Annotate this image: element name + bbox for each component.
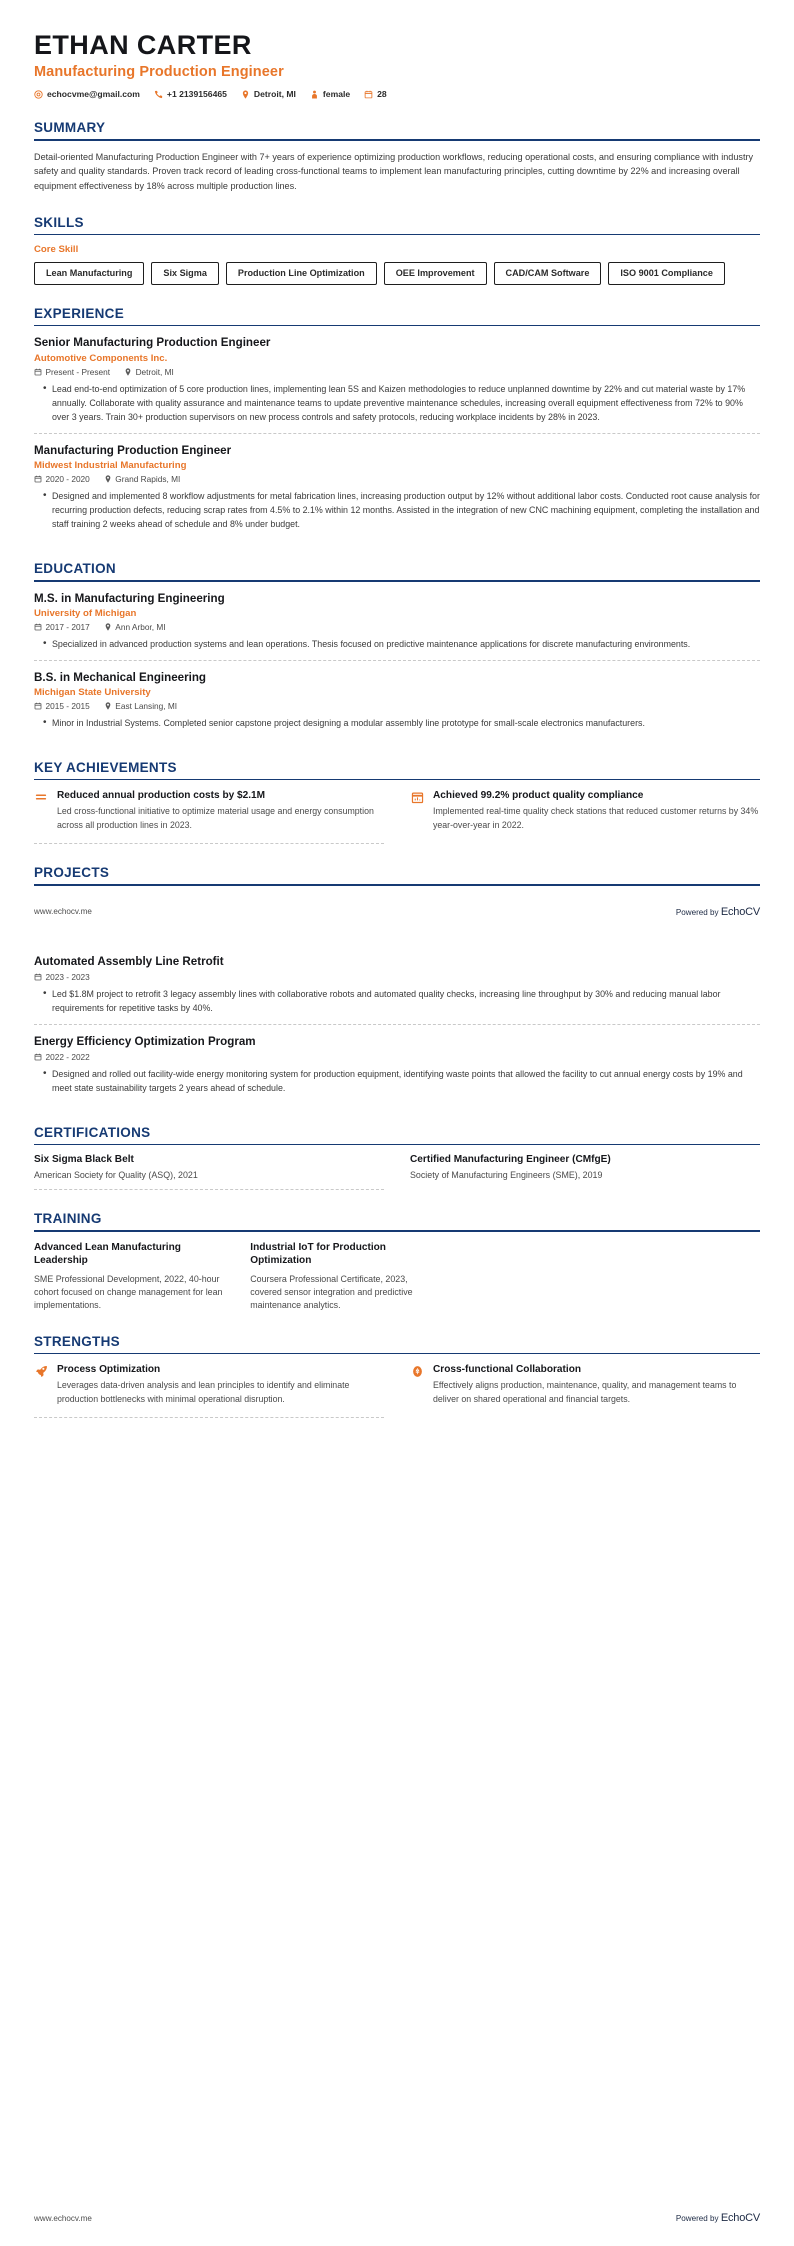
footer-brand-name: EchoCV <box>720 2212 760 2224</box>
contact-phone-text: +1 2139156465 <box>166 89 227 100</box>
project-bullet: • Led $1.8M project to retrofit 3 legacy assembly lines with collaborative robots and automated quality checks, increasing line throughput by 30% and reducing manual labor requirements for repetitive tasks by 40%. <box>45 987 760 1015</box>
location-pin-icon <box>104 702 112 710</box>
certification-issuer: American Society for Quality (ASQ), 2021 <box>34 1170 198 1181</box>
footer-powered-by: Powered by <box>675 2214 721 2223</box>
section-skills <box>34 215 760 285</box>
project-bullet: • Designed and rolled out facility-wide energy monitoring system for production equipment, identifying waste points that allowed the facility to cut annual energy costs by 19% and meet state sustainability targets 2 years ahead of schedule. <box>45 1067 760 1095</box>
strength-title: Process Optimization <box>57 1364 161 1376</box>
calendar-icon <box>34 368 42 376</box>
calendar-icon <box>34 973 42 981</box>
skills-heading: SKILLS <box>34 214 84 230</box>
degree-dates-text: 2017 - 2017 <box>45 621 90 632</box>
resume-header <box>34 0 760 99</box>
page-footer-middle <box>34 906 760 918</box>
entry-meta <box>34 367 760 377</box>
school-location-text: Ann Arbor, MI <box>115 621 166 632</box>
degree-title: M.S. in Manufacturing Engineering <box>34 591 225 605</box>
footer-brand-name: EchoCV <box>720 905 760 918</box>
section-certifications <box>34 1125 760 1191</box>
calendar-icon <box>34 623 42 631</box>
calendar-chart-icon <box>410 790 424 804</box>
skill-chip-list <box>34 262 760 284</box>
contact-age <box>364 89 387 99</box>
candidate-role: Manufacturing Production Engineer <box>34 64 284 81</box>
training-grid <box>34 1241 441 1313</box>
job-title: Senior Manufacturing Production Engineer <box>34 336 271 350</box>
company-name: Midwest Industrial Manufacturing <box>34 459 187 471</box>
contact-location-text: Detroit, MI <box>253 89 296 100</box>
training-title: Industrial IoT for Production Optimization <box>250 1242 386 1267</box>
footer-website[interactable]: www.echocv.me <box>34 907 92 917</box>
calendar-icon <box>34 1053 42 1061</box>
project-entry <box>34 1024 760 1104</box>
achievement-desc: Implemented real-time quality check stations that reduced customer returns by 34% year-over-year in 2022. <box>433 806 759 831</box>
contact-phone[interactable] <box>154 89 227 99</box>
calendar-icon <box>34 702 42 710</box>
contact-age-text: 28 <box>377 89 387 100</box>
projects-body <box>34 928 760 1104</box>
job-dates <box>34 474 90 484</box>
job-location-text: Detroit, MI <box>135 366 174 377</box>
strength-item <box>34 1363 384 1418</box>
currency-badge-icon <box>410 1364 424 1378</box>
section-divider <box>34 884 760 886</box>
phone-icon <box>154 90 163 99</box>
training-item <box>34 1241 224 1313</box>
section-summary <box>34 120 760 194</box>
education-entry <box>34 591 760 660</box>
location-pin-icon <box>104 475 112 483</box>
training-desc: Coursera Professional Certificate, 2023, covered sensor integration and predictive maintenance analytics. <box>250 1273 413 1311</box>
key-achievements-heading: KEY ACHIEVEMENTS <box>34 759 177 775</box>
equals-icon <box>34 790 48 804</box>
project-title: Energy Efficiency Optimization Program <box>34 1034 256 1048</box>
contact-gender-text: female <box>322 89 351 100</box>
skill-chip: ISO 9001 Compliance <box>608 262 725 284</box>
strength-column-left <box>34 1363 384 1418</box>
skill-chip: OEE Improvement <box>384 262 487 284</box>
training-item <box>250 1241 440 1313</box>
skill-chip: Production Line Optimization <box>226 262 377 284</box>
certification-title: Six Sigma Black Belt <box>34 1154 134 1166</box>
section-training <box>34 1211 760 1312</box>
project-dates-text: 2023 - 2023 <box>45 971 90 982</box>
page-whitespace <box>34 1418 760 1888</box>
section-experience <box>34 306 760 540</box>
location-pin-icon <box>104 623 112 631</box>
job-location-text: Grand Rapids, MI <box>115 473 181 484</box>
degree-dates <box>34 622 90 632</box>
entry-meta <box>34 1052 760 1062</box>
experience-entry <box>34 335 760 432</box>
location-pin-icon <box>241 90 250 99</box>
contact-email-text: echocvme@gmail.com <box>47 89 140 100</box>
certification-column-left <box>34 1154 384 1190</box>
email-icon <box>34 90 43 99</box>
calendar-icon <box>364 90 373 99</box>
degree-bullets <box>34 637 760 651</box>
achievement-item <box>34 789 384 844</box>
entry-meta <box>34 474 760 484</box>
certification-title: Certified Manufacturing Engineer (CMfgE) <box>410 1154 611 1166</box>
project-title: Automated Assembly Line Retrofit <box>34 954 224 968</box>
job-bullets <box>34 489 760 531</box>
footer-website[interactable]: www.echocv.me <box>34 2213 92 2223</box>
entry-meta <box>34 972 760 982</box>
entry-meta <box>34 622 760 632</box>
achievement-title: Reduced annual production costs by $2.1M <box>57 790 266 802</box>
project-dates-text: 2022 - 2022 <box>45 1051 90 1062</box>
school-location <box>104 701 177 711</box>
certifications-heading: CERTIFICATIONS <box>34 1124 151 1140</box>
footer-brand <box>676 906 760 918</box>
achievement-title: Achieved 99.2% product quality compliance <box>433 790 644 802</box>
experience-entry <box>34 433 760 540</box>
school-location-text: East Lansing, MI <box>115 700 178 711</box>
achievement-item <box>410 789 760 843</box>
experience-heading: EXPERIENCE <box>34 305 125 321</box>
project-dates <box>34 1052 90 1062</box>
summary-heading: SUMMARY <box>34 120 106 136</box>
degree-bullets <box>34 716 760 730</box>
skill-chip: CAD/CAM Software <box>494 262 602 284</box>
degree-bullet: • Minor in Industrial Systems. Completed senior capstone project designing a modular assembly line prototype for small-scale electronics manufacturers. <box>45 716 760 730</box>
contact-row <box>34 89 760 99</box>
school-location <box>104 622 166 632</box>
degree-title: B.S. in Mechanical Engineering <box>34 670 207 684</box>
job-location <box>104 474 181 484</box>
section-key-achievements <box>34 760 760 844</box>
job-title: Manufacturing Production Engineer <box>34 443 232 457</box>
page-footer-bottom <box>34 2212 760 2224</box>
certification-issuer: Society of Manufacturing Engineers (SME), 2019 <box>410 1170 603 1181</box>
company-name: Automotive Components Inc. <box>34 352 168 364</box>
training-title: Advanced Lean Manufacturing Leadership <box>34 1242 181 1267</box>
location-pin-icon <box>124 368 132 376</box>
certification-item <box>410 1154 760 1189</box>
strength-title: Cross-functional Collaboration <box>433 1364 582 1376</box>
degree-dates <box>34 701 90 711</box>
skill-chip: Six Sigma <box>151 262 218 284</box>
contact-gender <box>310 89 350 99</box>
degree-dates-text: 2015 - 2015 <box>45 700 90 711</box>
summary-text: Detail-oriented Manufacturing Production Engineer with 7+ years of experience optimizing production workflows, reducing operational costs, and ensuring compliance with industry safety and quality standards. Proven track record of leading cross-functional teams to implement lean manufacturing principles, cutting downtime by 22% and increasing overall equipment effectiveness by 18% across multiple production lines. <box>34 151 754 192</box>
contact-location <box>241 89 296 99</box>
strengths-heading: STRENGTHS <box>34 1333 120 1349</box>
strength-column-right <box>410 1363 760 1418</box>
project-entry <box>34 954 760 1024</box>
footer-powered-by: Powered by <box>675 907 721 917</box>
project-bullets <box>34 987 760 1015</box>
certification-item <box>34 1154 384 1190</box>
job-bullet: • Lead end-to-end optimization of 5 core production lines, implementing lean 5S and Kaizen methodologies to reduce unplanned downtime by 22% and cut material waste by 17% annually. Collaborate with quality assurance and maintenance teams to update preventive maintenance schedules, increasing overall equipment effectiveness from 72% to 90% over 3 years. Train 30+ production supervisors on new process controls and safety protocols, reducing workplace incidents by 28% in 2023. <box>45 382 760 424</box>
training-heading: TRAINING <box>34 1211 102 1227</box>
job-dates-text: Present - Present <box>45 366 111 377</box>
calendar-icon <box>34 475 42 483</box>
skill-chip: Lean Manufacturing <box>34 262 144 284</box>
footer-brand <box>676 2212 760 2224</box>
section-strengths <box>34 1334 760 1418</box>
degree-bullet: • Specialized in advanced production systems and lean operations. Thesis focused on predictive maintenance applications for discrete manufacturing environments. <box>45 637 760 651</box>
achievement-desc: Led cross-functional initiative to optimize material usage and energy consumption across all production lines in 2023. <box>57 806 374 831</box>
school-name: Michigan State University <box>34 686 151 698</box>
strength-desc: Effectively aligns production, maintenance, quality, and management teams to deliver on shared operational and financial targets. <box>433 1380 737 1405</box>
achievement-column-right <box>410 789 760 844</box>
project-dates <box>34 972 90 982</box>
job-dates-text: 2020 - 2020 <box>45 473 90 484</box>
job-dates <box>34 367 110 377</box>
section-projects <box>34 865 760 886</box>
school-name: University of Michigan <box>34 607 137 619</box>
projects-heading: PROJECTS <box>34 864 110 880</box>
job-bullets <box>34 382 760 424</box>
section-education <box>34 561 760 739</box>
education-heading: EDUCATION <box>34 560 116 576</box>
education-entry <box>34 660 760 739</box>
certification-column-right <box>410 1154 760 1190</box>
entry-meta <box>34 701 760 711</box>
skills-group-label: Core Skill <box>34 244 79 256</box>
project-bullets <box>34 1067 760 1095</box>
rocket-icon <box>34 1364 48 1378</box>
person-icon <box>310 90 319 99</box>
candidate-name: ETHAN CARTER <box>34 30 252 60</box>
job-location <box>124 367 174 377</box>
training-desc: SME Professional Development, 2022, 40-hour cohort focused on change management for lean implementations. <box>34 1273 223 1311</box>
job-bullet: • Designed and implemented 8 workflow adjustments for metal fabrication lines, increasing production output by 12% without additional labor costs. Conducted root cause analysis for recurring production defects, reducing scrap rates from 4.5% to 2.1% within 12 months. Assisted in the integration of new CNC machining equipment, completing the installation and staff training 2 weeks ahead of schedule and 8% under budget. <box>45 489 760 531</box>
contact-email[interactable] <box>34 89 140 99</box>
achievement-column-left <box>34 789 384 844</box>
strength-item <box>410 1363 760 1417</box>
strength-desc: Leverages data-driven analysis and lean principles to identify and eliminate production bottlenecks with minimal operational disruption. <box>57 1380 350 1405</box>
